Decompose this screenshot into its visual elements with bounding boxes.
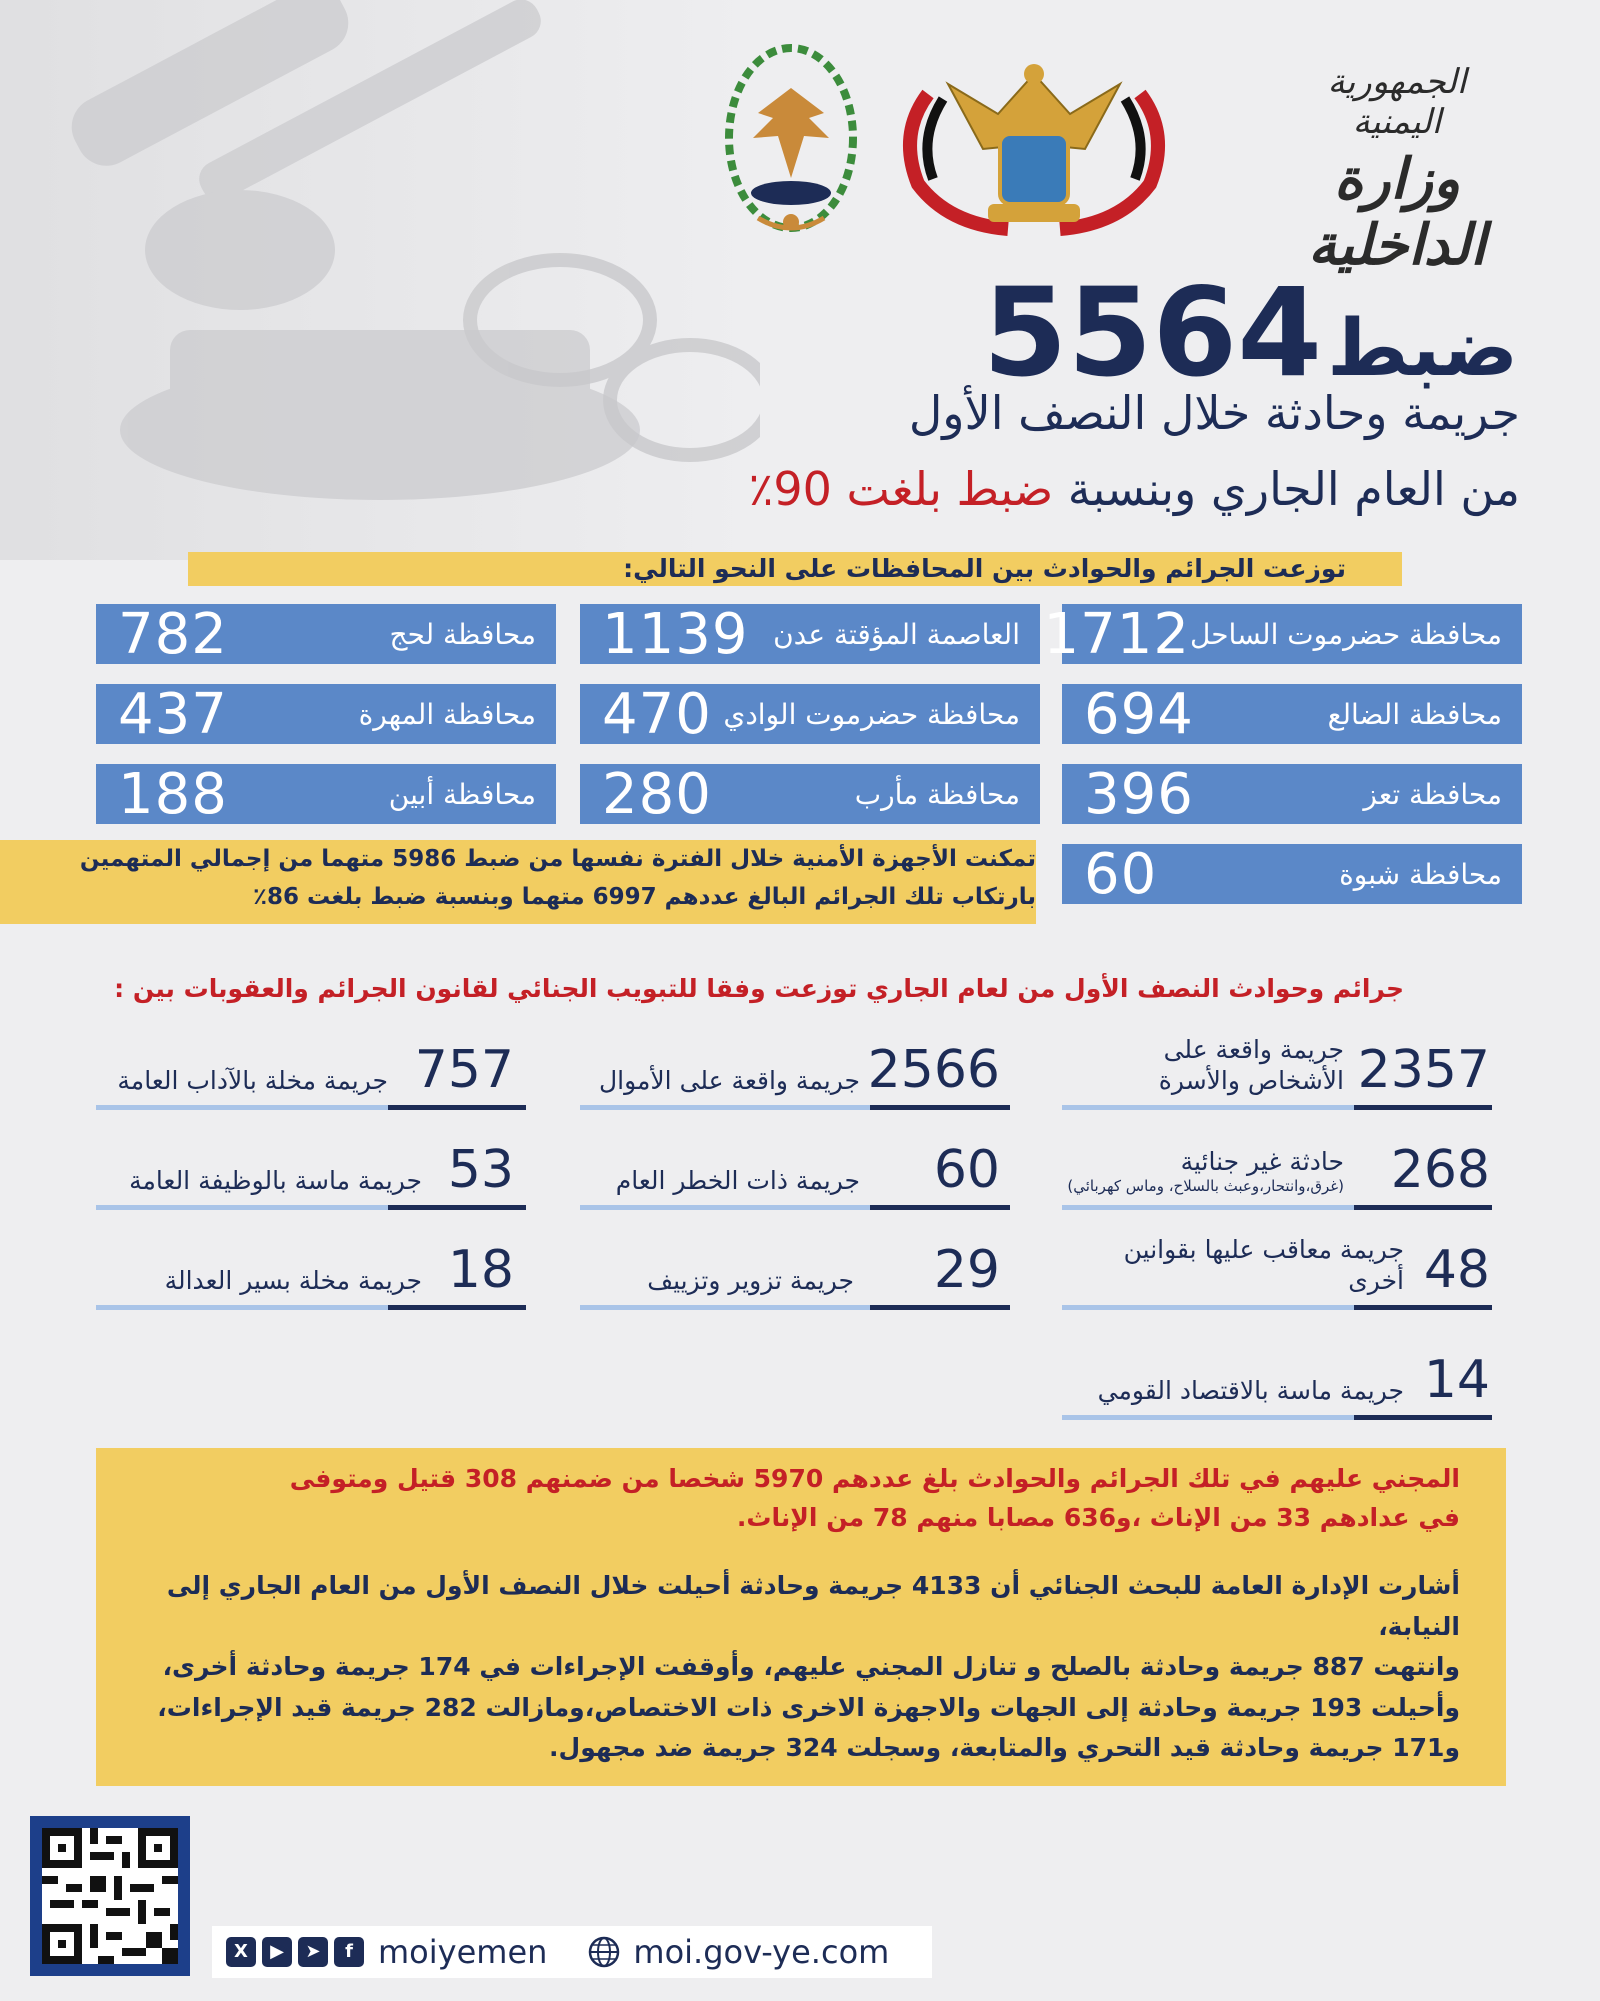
crime-category — [96, 1140, 526, 1210]
crime-count: 48 — [1423, 1240, 1490, 1300]
headline — [983, 262, 1518, 404]
crime-underline — [96, 1305, 526, 1310]
headline-subtitle-1: جريمة وحادثة خلال النصف الأول — [908, 386, 1520, 440]
crime-underline — [580, 1105, 1010, 1110]
governorate-name: العاصمة المؤقتة عدن — [773, 617, 1020, 651]
crime-count: 268 — [1390, 1140, 1490, 1200]
accused-note-line-2: بارتكاب تلك الجرائم البالغ عددهم 6997 متهما وبنسبة ضبط بلغت 86٪ — [252, 884, 1036, 910]
governorate-count: 1712 — [1043, 601, 1191, 667]
crime-category — [1062, 1350, 1492, 1420]
crime-label — [1124, 1234, 1404, 1297]
governorate-box — [96, 681, 556, 747]
governorate-name: محافظة مأرب — [854, 777, 1020, 811]
crime-label-line-1: جريمة واقعة على — [1163, 1034, 1344, 1064]
headline-number: 5564 — [982, 262, 1323, 404]
referrals-line-2: وانتهت 887 جريمة وحادثة بالصلح و تنازل المجني عليهم، وأوقفت الإجراءات في 174 جريمة وحادثة أخرى، — [162, 1652, 1460, 1681]
crime-underline — [96, 1105, 526, 1110]
x-icon[interactable]: X — [226, 1937, 256, 1967]
crime-category — [1062, 1140, 1492, 1210]
crime-category — [580, 1240, 1010, 1310]
qr-code[interactable] — [30, 1816, 190, 1976]
governorate-box — [1062, 681, 1522, 747]
crime-label — [1067, 1146, 1344, 1196]
categories-title: جرائم وحوادث النصف الأول من لعام الجاري توزعت وفقا للتبويب الجنائي لقانون الجرائم والعقوبات بين : — [114, 974, 1404, 1003]
victims-line-2: في عدادهم 33 من الإناث ،و636 مصابا منهم 78 من الإناث. — [736, 1502, 1460, 1532]
crime-category — [1062, 1234, 1492, 1310]
crime-underline — [1062, 1305, 1492, 1310]
governorate-name: محافظة لحج — [389, 617, 536, 651]
crime-label: جريمة مخلة بسير العدالة — [164, 1265, 422, 1295]
governorate-box — [580, 681, 1040, 747]
governorate-count: 188 — [118, 761, 228, 827]
ministry-name — [1282, 62, 1512, 278]
crime-count: 2566 — [867, 1040, 1000, 1100]
crime-underline — [96, 1205, 526, 1210]
governorate-name: محافظة أبين — [388, 777, 536, 811]
governorate-box — [1043, 601, 1522, 667]
subtitle-2-prefix: من العام الجاري وبنسبة — [1053, 462, 1520, 516]
crime-count: 60 — [933, 1140, 1000, 1200]
crime-category — [96, 1240, 526, 1310]
governorate-name: محافظة تعز — [1363, 777, 1502, 811]
qr-code-icon — [42, 1828, 178, 1964]
crime-label: جريمة تزوير وتزييف — [647, 1265, 854, 1295]
crime-underline — [1062, 1415, 1492, 1420]
victims-text — [150, 1460, 1460, 1538]
referrals-text — [150, 1566, 1460, 1769]
qr-code-pattern — [42, 1828, 178, 1964]
crime-count: 14 — [1423, 1350, 1490, 1410]
governorate-count: 782 — [118, 601, 228, 667]
governorate-count: 396 — [1084, 761, 1194, 827]
referrals-line-3: وأحيلت 193 جريمة وحادثة إلى الجهات والاجهزة الاخرى ذات الاختصاص،ومازالت 282 جريمة قيد الإجراءات، — [157, 1692, 1460, 1722]
crime-underline — [1062, 1205, 1492, 1210]
telegram-icon[interactable]: ➤ — [298, 1937, 328, 1967]
crime-label-note: (غرق،وانتحار،وعبث بالسلاح، وماس كهربائي) — [1067, 1177, 1344, 1196]
globe-icon — [587, 1935, 621, 1969]
crime-label-line-1: جريمة معاقب عليها بقوانين — [1123, 1234, 1404, 1264]
crime-label: جريمة ماسة بالوظيفة العامة — [129, 1165, 422, 1195]
facebook-icon[interactable]: f — [334, 1937, 364, 1967]
crime-label: جريمة واقعة على الأموال — [599, 1065, 860, 1095]
crime-label: جريمة ذات الخطر العام — [615, 1165, 860, 1195]
headline-subtitle-2 — [749, 462, 1520, 516]
accused-note — [0, 840, 1036, 924]
crime-label: جريمة ماسة بالاقتصاد القومي — [1097, 1375, 1404, 1405]
crime-label-line-2: أخرى — [1348, 1265, 1404, 1295]
governorate-name: محافظة الضالع — [1327, 697, 1502, 731]
crime-label-line-1: حادثة غير جنائية — [1180, 1147, 1344, 1176]
crime-label — [1159, 1034, 1344, 1097]
republic-name: الجمهورية اليمنية — [1327, 62, 1467, 142]
ministry-title: وزارة الداخلية — [1308, 146, 1486, 278]
yemen-emblem-icon — [888, 54, 1180, 246]
crime-category — [580, 1040, 1010, 1110]
youtube-icon[interactable]: ▶ — [262, 1937, 292, 1967]
footer-bar — [212, 1926, 932, 1978]
website-link[interactable]: moi.gov-ye.com — [633, 1933, 890, 1971]
governorate-box — [580, 601, 1040, 667]
governorate-box — [1062, 841, 1522, 907]
governorate-box — [96, 601, 556, 667]
governorate-box — [580, 761, 1040, 827]
crime-count: 18 — [447, 1240, 514, 1300]
governorate-count: 437 — [118, 681, 228, 747]
crime-count: 757 — [414, 1040, 514, 1100]
governorate-box — [96, 761, 556, 827]
crime-label-line-2: الأشخاص والأسرة — [1158, 1065, 1344, 1095]
governorate-count: 1139 — [602, 601, 749, 667]
crime-count: 2357 — [1357, 1040, 1490, 1100]
governorate-name: محافظة حضرموت الوادي — [723, 697, 1020, 731]
governorates-title-bar — [188, 552, 1402, 586]
crime-count: 29 — [933, 1240, 1000, 1300]
summary-box — [96, 1448, 1506, 1786]
governorate-count: 470 — [602, 681, 712, 747]
referrals-line-1: أشارت الإدارة العامة للبحث الجنائي أن 4133 جريمة وحادثة أحيلت خلال النصف الأول من العام الجاري إلى النيابة، — [166, 1571, 1460, 1641]
accused-note-line-1: تمكنت الأجهزة الأمنية خلال الفترة نفسها من ضبط 5986 متهما من إجمالي المتهمين — [79, 846, 1036, 872]
crime-label: جريمة مخلة بالآداب العامة — [117, 1065, 388, 1095]
governorate-name: محافظة حضرموت الساحل — [1190, 617, 1502, 651]
governorate-count: 280 — [602, 761, 712, 827]
crime-underline — [580, 1305, 1010, 1310]
police-emblem-icon — [718, 38, 864, 248]
governorate-name: محافظة شبوة — [1339, 857, 1502, 891]
crime-underline — [580, 1205, 1010, 1210]
crime-category — [580, 1140, 1010, 1210]
crime-underline — [1062, 1105, 1492, 1110]
referrals-line-4: و171 جريمة وحادثة قيد التحري والمتابعة، وسجلت 324 جريمة ضد مجهول. — [549, 1733, 1460, 1762]
crime-category — [96, 1040, 526, 1110]
governorates-title: توزعت الجرائم والحوادث بين المحافظات على النحو التالي: — [623, 554, 1346, 583]
governorate-count: 694 — [1084, 681, 1194, 747]
governorate-name: محافظة المهرة — [358, 697, 536, 731]
social-handle[interactable]: moiyemen — [378, 1933, 548, 1971]
victims-line-1: المجني عليهم في تلك الجرائم والحوادث بلغ عددهم 5970 شخصا من ضمنهم 308 قتيل ومتوفى — [289, 1464, 1460, 1493]
crime-category — [1062, 1034, 1492, 1110]
governorate-box — [1062, 761, 1522, 827]
governorate-count: 60 — [1084, 841, 1158, 907]
headline-word: ضبط — [1327, 304, 1518, 394]
gavel-watermark — [0, 0, 760, 560]
subtitle-2-highlight: ضبط بلغت 90٪ — [748, 462, 1054, 516]
crime-count: 53 — [447, 1140, 514, 1200]
